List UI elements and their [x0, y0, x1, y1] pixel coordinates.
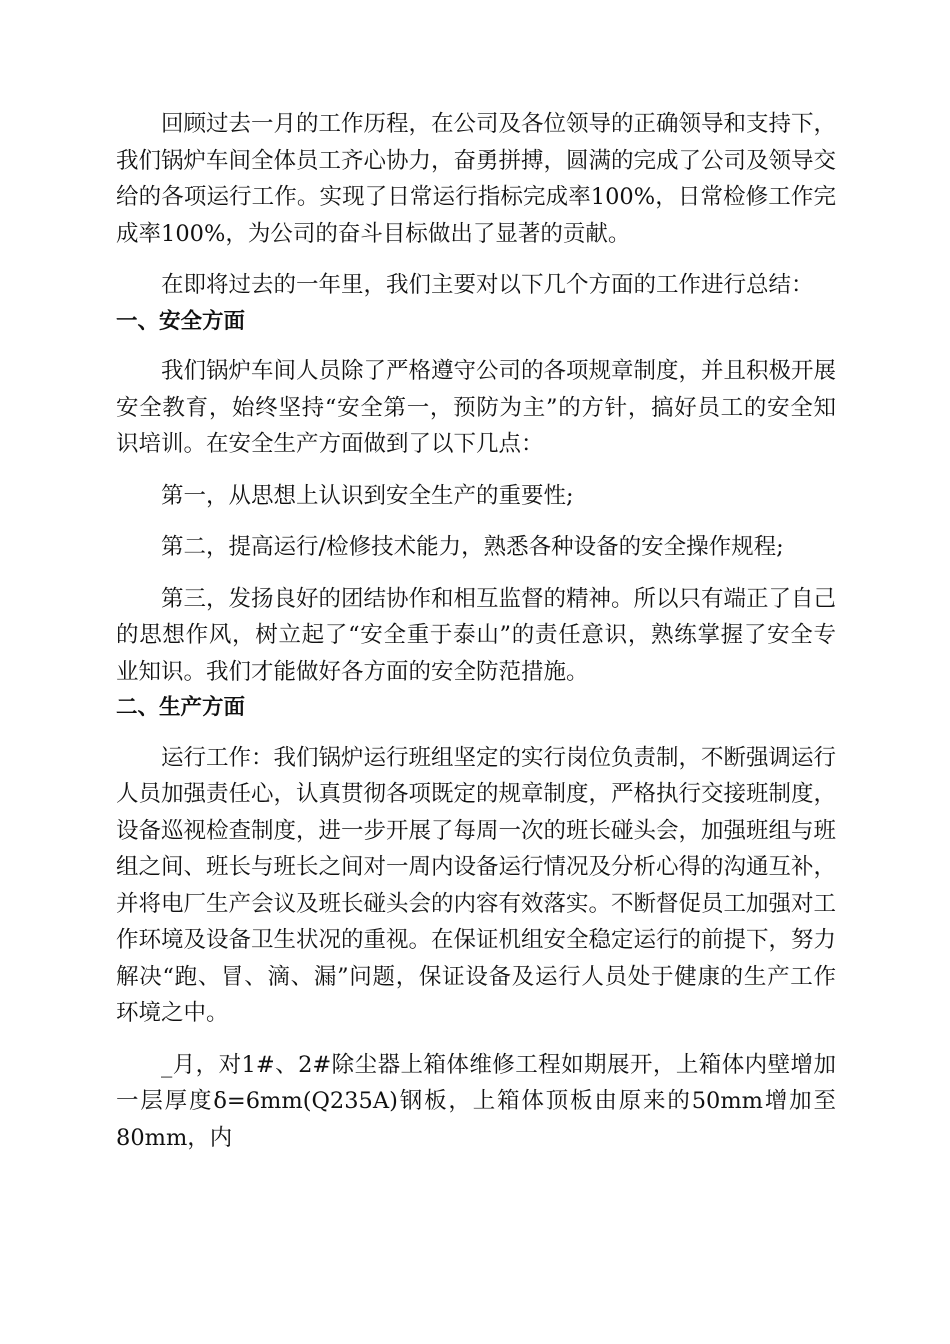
summary-lead: 在即将过去的一年里，我们主要对以下几个方面的工作进行总结：	[161, 272, 814, 298]
intro-paragraph: 回顾过去一月的工作历程，在公司及各位领导的正确领导和支持下，我们锅炉车间全体员工齐心协力，奋勇拼搏，圆满的完成了公司及领导交给的各项运行工作。实现了日常运行指标完成率100%，日常检修工作完成率100%，为公司的奋斗目标做出了显著的贡献。	[116, 111, 837, 247]
safety-point-2: 第二，提高运行/检修技术能力，熟悉各种设备的安全操作规程;	[161, 534, 784, 560]
maintenance-paragraph: _月，对1#、2#除尘器上箱体维修工程如期展开，上箱体内壁增加一层厚度δ=6mm(Q235A)钢板，上箱体顶板由原来的50mm增加至80mm，内	[116, 1051, 836, 1151]
document-page	[116, 106, 836, 1156]
section-heading-production: 二、生产方面	[116, 695, 246, 720]
safety-point-1: 第一，从思想上认识到安全生产的重要性;	[161, 482, 574, 509]
safety-point-3: 第三，发扬良好的团结协作和相互监督的精神。所以只有端正了自己的思想作风，树立起了“安全重于泰山”的责任意识，熟练掌握了安全专业知识。我们才能做好各方面的安全防范措施。	[116, 585, 837, 685]
production-paragraph: 运行工作：我们锅炉运行班组坚定的实行岗位负责制，不断强调运行人员加强责任心，认真贯彻各项既定的规章制度，严格执行交接班制度，设备巡视检查制度，进一步开展了每周一次的班长碰头会，加强班组与班组之间、班长与班长之间对一周内设备运行情况及分析心得的沟通互补，并将电厂生产会议及班长碰头会的内容有效落实。不断督促员工加强对工作环境及设备卫生状况的重视。在保证机组安全稳定运行的前提下，努力解决“跑、冒、滴、漏”问题，保证设备及运行人员处于健康的生产工作环境之中。	[116, 744, 837, 1026]
safety-paragraph: 我们锅炉车间人员除了严格遵守公司的各项规章制度，并且积极开展安全教育，始终坚持“安全第一，预防为主”的方针，搞好员工的安全知识培训。在安全生产方面做到了以下几点：	[116, 358, 837, 457]
section-heading-safety: 一、安全方面	[116, 308, 246, 334]
